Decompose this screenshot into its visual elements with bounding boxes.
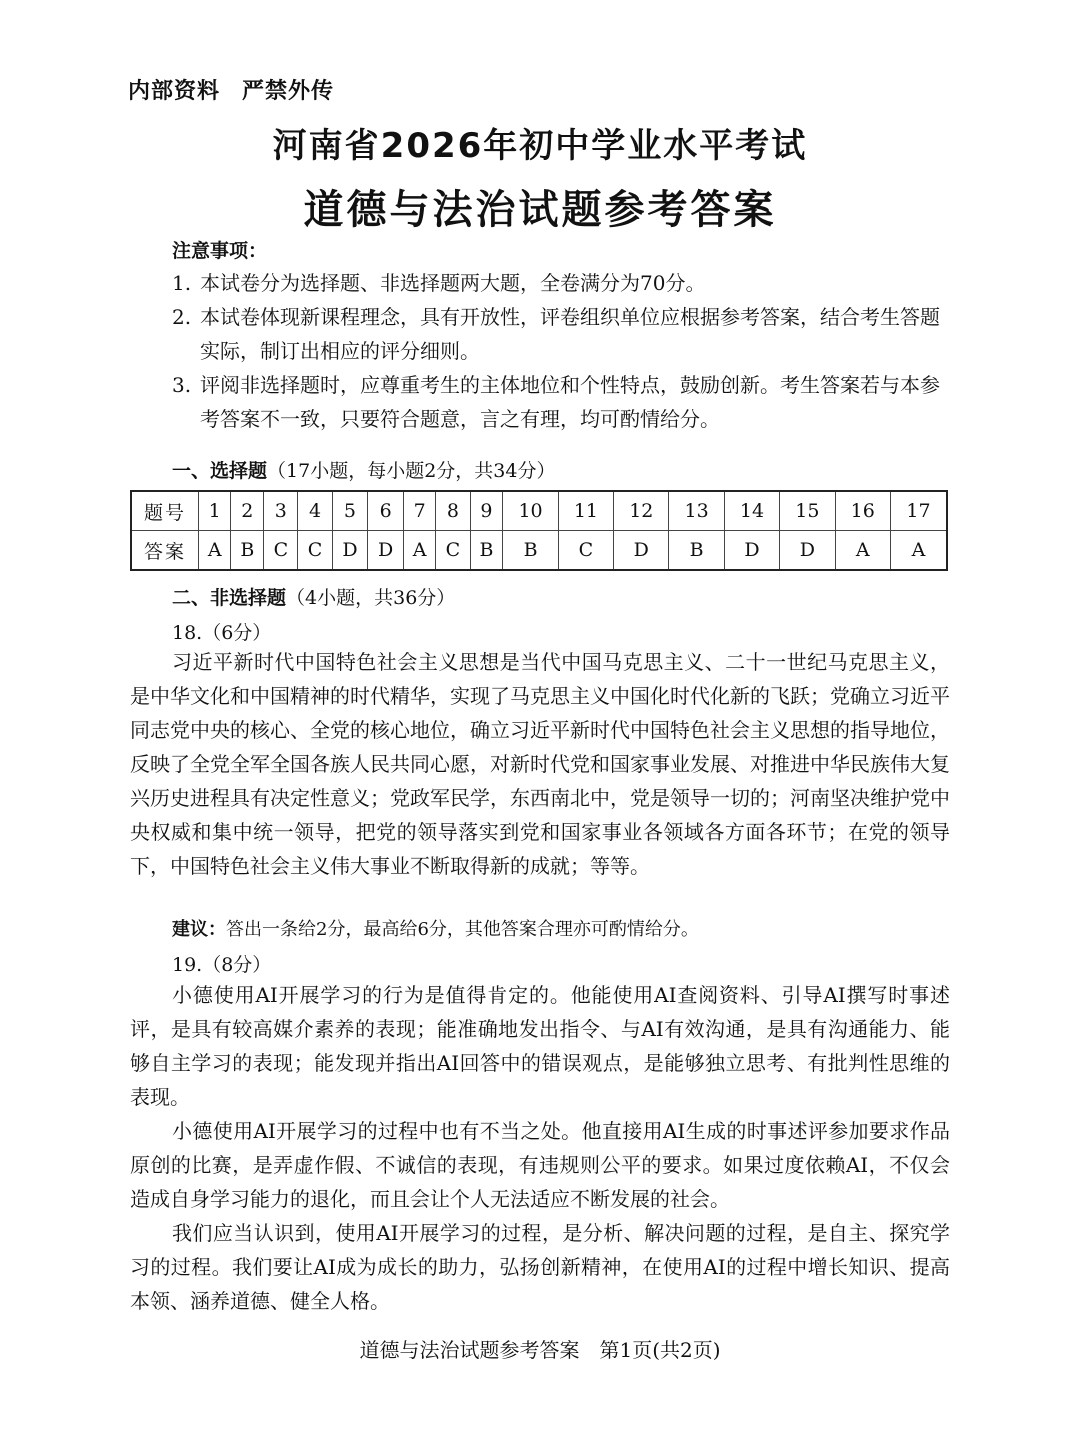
suggestion-label: 建议： — [172, 919, 226, 940]
answer-paragraph: 习近平新时代中国特色社会主义思想是当代中国马克思主义、二十一世纪马克思主义，是中华文化和中国精神的时代精华，实现了马克思主义中国化时代化新的飞跃；党确立习近平同志党中央的核心、全党的核心地位，确立习近平新时代中国特色社会主义思想的指导地位，反映了全党全军全国各族人民共同心愿，对新时代党和国家事业发展、对推进中华民族伟大复兴历史进程具有决定性意义；党政军民学，东西南北中，党是领导一切的；河南坚决维护党中央权威和集中统一领导，把党的领导落实到党和国家事业各领域各方面各环节；在党的领导下，中国特色社会主义伟大事业不断取得新的成就；等等。 — [130, 650, 950, 878]
section-label: 一、选择题 — [172, 460, 268, 482]
section-nonchoice-heading — [172, 583, 455, 610]
section-detail: （4小题，共36分） — [286, 587, 456, 609]
notes-heading: 注意事项： — [172, 240, 268, 262]
question-number: 9 — [470, 491, 503, 531]
question-number: 3 — [264, 491, 298, 531]
note-text: 本试卷分为选择题、非选择题两大题，全卷满分为70分。 — [200, 271, 706, 295]
question-19-title: 19.（8分） — [172, 954, 272, 976]
question-number: 1 — [199, 491, 231, 531]
internal-material-label: 内部资料 — [128, 79, 221, 104]
answer-cell: B — [669, 531, 724, 571]
note-item — [172, 266, 952, 300]
row-header-answer: 答案 — [131, 531, 199, 571]
scoring-suggestion — [172, 915, 699, 941]
question-number-row — [131, 491, 947, 531]
exam-title: 河南省2026年初中学业水平考试 — [272, 126, 808, 166]
note-item — [172, 368, 952, 436]
question-number: 12 — [614, 491, 669, 531]
confidential-notice — [128, 74, 334, 105]
note-text: 本试卷体现新课程理念，具有开放性，评卷组织单位应根据参考答案，结合考生答题实际，制订出相应的评分细则。 — [200, 305, 940, 363]
question-number: 5 — [332, 491, 368, 531]
answer-cell: D — [368, 531, 404, 571]
section-label: 二、非选择题 — [172, 587, 287, 609]
note-number: 3. — [172, 373, 192, 397]
row-header-question: 题号 — [131, 491, 199, 531]
section-detail: （17小题，每小题2分，共34分） — [267, 460, 556, 482]
answer-cell: A — [403, 531, 435, 571]
question-number: 17 — [890, 491, 947, 531]
question-number: 6 — [368, 491, 404, 531]
question-number: 14 — [724, 491, 779, 531]
answer-cell: D — [614, 531, 669, 571]
answer-row — [131, 531, 947, 571]
answer-cell: D — [780, 531, 835, 571]
answer-cell: D — [724, 531, 779, 571]
page-footer: 道德与法治试题参考答案 第1页(共2页) — [359, 1338, 721, 1362]
answer-paragraph: 小德使用AI开展学习的过程中也有不当之处。他直接用AI生成的时事述评参加要求作品原创的比赛，是弄虚作假、不诚信的表现，有违规则公平的要求。如果过度依赖AI，不仅会造成自身学习能力的退化，而且会让个人无法适应不断发展的社会。 — [130, 1119, 950, 1211]
suggestion-text: 答出一条给2分，最高给6分，其他答案合理亦可酌情给分。 — [226, 919, 699, 940]
answer-cell: A — [199, 531, 231, 571]
question-number: 4 — [298, 491, 332, 531]
answer-table — [130, 490, 948, 571]
answer-cell: C — [558, 531, 613, 571]
answer-paragraph: 小德使用AI开展学习的行为是值得肯定的。他能使用AI查阅资料、引导AI撰写时事述评，是具有较高媒介素养的表现；能准确地发出指令、与AI有效沟通，是具有沟通能力、能够自主学习的表现；能发现并指出AI回答中的错误观点，是能够独立思考、有批判性思维的表现。 — [130, 983, 950, 1109]
document-title: 道德与法治试题参考答案 — [303, 187, 777, 233]
question-number: 2 — [231, 491, 264, 531]
question-number: 16 — [835, 491, 890, 531]
answer-cell: B — [231, 531, 264, 571]
question-number: 10 — [503, 491, 558, 531]
answer-cell: D — [332, 531, 368, 571]
question-number: 11 — [558, 491, 613, 531]
note-number: 1. — [172, 271, 192, 295]
note-number: 2. — [172, 305, 192, 329]
answer-cell: C — [298, 531, 332, 571]
question-number: 13 — [669, 491, 724, 531]
answer-cell: C — [264, 531, 298, 571]
section-choice-heading — [172, 456, 555, 483]
question-number: 15 — [780, 491, 835, 531]
note-text: 评阅非选择题时，应尊重考生的主体地位和个性特点，鼓励创新。考生答案若与本参考答案不一致，只要符合题意，言之有理，均可酌情给分。 — [200, 373, 940, 431]
no-distribution-label: 严禁外传 — [242, 79, 335, 104]
note-item — [172, 300, 952, 368]
answer-cell: A — [890, 531, 947, 571]
answer-cell: C — [436, 531, 470, 571]
answer-cell: A — [835, 531, 890, 571]
question-number: 8 — [436, 491, 470, 531]
answer-cell: B — [503, 531, 558, 571]
answer-cell: B — [470, 531, 503, 571]
question-number: 7 — [403, 491, 435, 531]
question-18-title: 18.（6分） — [172, 622, 272, 644]
answer-paragraph: 我们应当认识到，使用AI开展学习的过程，是分析、解决问题的过程，是自主、探究学习的过程。我们要让AI成为成长的助力，弘扬创新精神，在使用AI的过程中增长知识、提高本领、涵养道德、健全人格。 — [130, 1221, 950, 1313]
